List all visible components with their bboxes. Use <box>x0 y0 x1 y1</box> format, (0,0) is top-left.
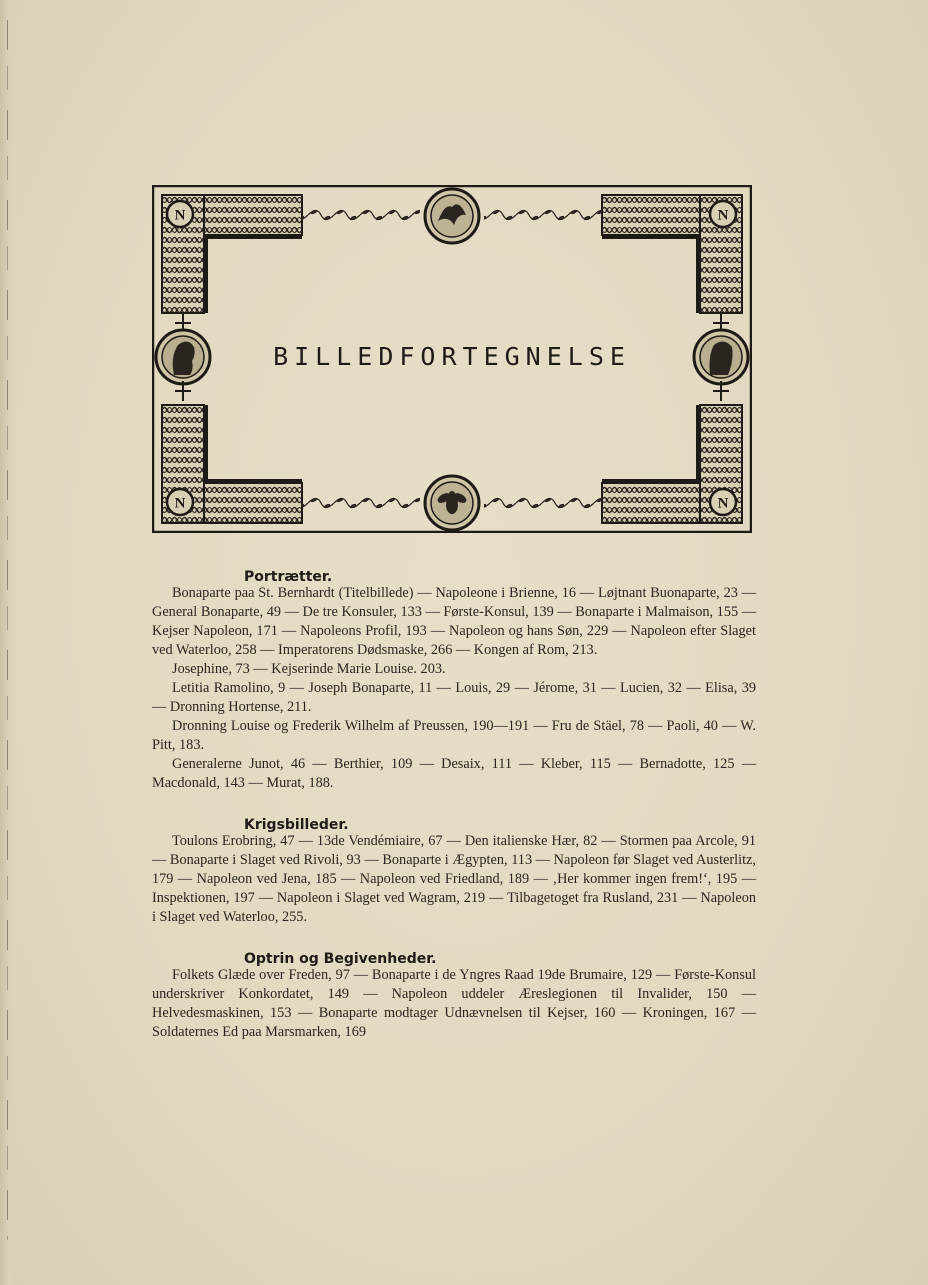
section-heading: Optrin og Begivenheder. <box>244 951 437 967</box>
monogram-n-top-left: N <box>174 207 186 224</box>
garland-top-left <box>302 209 420 221</box>
monogram-n-top-right: N <box>717 207 729 224</box>
ornamental-title-frame <box>152 185 752 533</box>
section-heading: Krigsbilleder. <box>244 817 349 833</box>
index-paragraph: Dronning Louise og Frederik Wilhelm af Preussen, 190—191 — Fru de Stäel, 78 — Paoli, 40 — W. Pitt, 183. <box>152 718 756 753</box>
section-spacer <box>152 793 756 810</box>
monogram-n-bottom-right: N <box>717 495 729 512</box>
monogram-n-bottom-left: N <box>174 495 186 512</box>
illustration-index <box>152 562 756 1042</box>
page-title: BILLEDFORTEGNELSE <box>273 342 631 371</box>
garland-top-right <box>484 209 602 221</box>
binding-stitch-line <box>7 20 8 1240</box>
eagle-medallion-top <box>425 189 479 243</box>
binding-edge <box>0 0 16 1285</box>
section-portraits <box>152 562 756 793</box>
index-paragraph: Bonaparte paa St. Bernhardt (Titelbillede) — Napoleone i Brienne, 16 — Løjtnant Buonaparte, 23 — General Bonaparte, 49 — De tre Konsuler, 133 — Første-Konsul, 139 — Bonaparte i Malmaison, 155 — Kejser Napoleon, 171 — Napoleons Profil, 193 — Napoleon og hans Søn, 229 — Napoleon efter Slaget ved Waterloo, 258 — Imperatorens Dødsmaske, 266 — Kongen af Rom, 213. <box>152 585 756 658</box>
garland-bottom-right <box>484 497 602 509</box>
index-paragraph: Toulons Erobring, 47 — 13de Vendémiaire, 67 — Den italienske Hær, 82 — Stormen paa Arcole, 91 — Bonaparte i Slaget ved Rivoli, 93 — Bonaparte i Ægypten, 113 — Napoleon før Slaget ved Austerlitz, 179 — Napoleon ved Jena, 185 — Napoleon ved Friedland, 189 — ‚Her kommer ingen frem!‘, 195 — Inspektionen, 197 — Napoleon i Slaget ved Wagram, 219 — Tilbagetoget fra Rusland, 231 — Napoleon i Slaget ved Waterloo, 255. <box>152 833 756 925</box>
garland-bottom-left <box>302 497 420 509</box>
index-paragraph: Letitia Ramolino, 9 — Joseph Bonaparte, 11 — Louis, 29 — Jérome, 31 — Lucien, 32 — Elisa, 39 — Dronning Hortense, 211. <box>152 680 756 715</box>
bee-medallion-bottom <box>425 476 479 530</box>
section-body <box>152 966 756 1042</box>
index-paragraph: Josephine, 73 — Kejserinde Marie Louise. 203. <box>172 661 446 677</box>
index-paragraph: Folkets Glæde over Freden, 97 — Bonaparte i de Yngres Raad 19de Brumaire, 129 — Første-Konsul underskriver Konkordatet, 149 — Napoleon uddeler Æreslegionen til Invalider, 150 — Helvedesmaskinen, 153 — Bonaparte modtager Udnævnelsen til Kejser, 160 — Kroningen, 167 — Soldaternes Ed paa Marsmarken, 169 <box>152 967 756 1040</box>
section-war-pictures <box>152 810 756 927</box>
index-paragraph: Generalerne Junot, 46 — Berthier, 109 — Desaix, 111 — Kleber, 115 — Bernadotte, 125 — Macdonald, 143 — Murat, 188. <box>152 756 756 791</box>
section-spacer <box>152 927 756 944</box>
section-body <box>152 584 756 793</box>
section-heading: Portrætter. <box>244 569 333 585</box>
section-scenes-events <box>152 944 756 1042</box>
section-body <box>152 832 756 927</box>
